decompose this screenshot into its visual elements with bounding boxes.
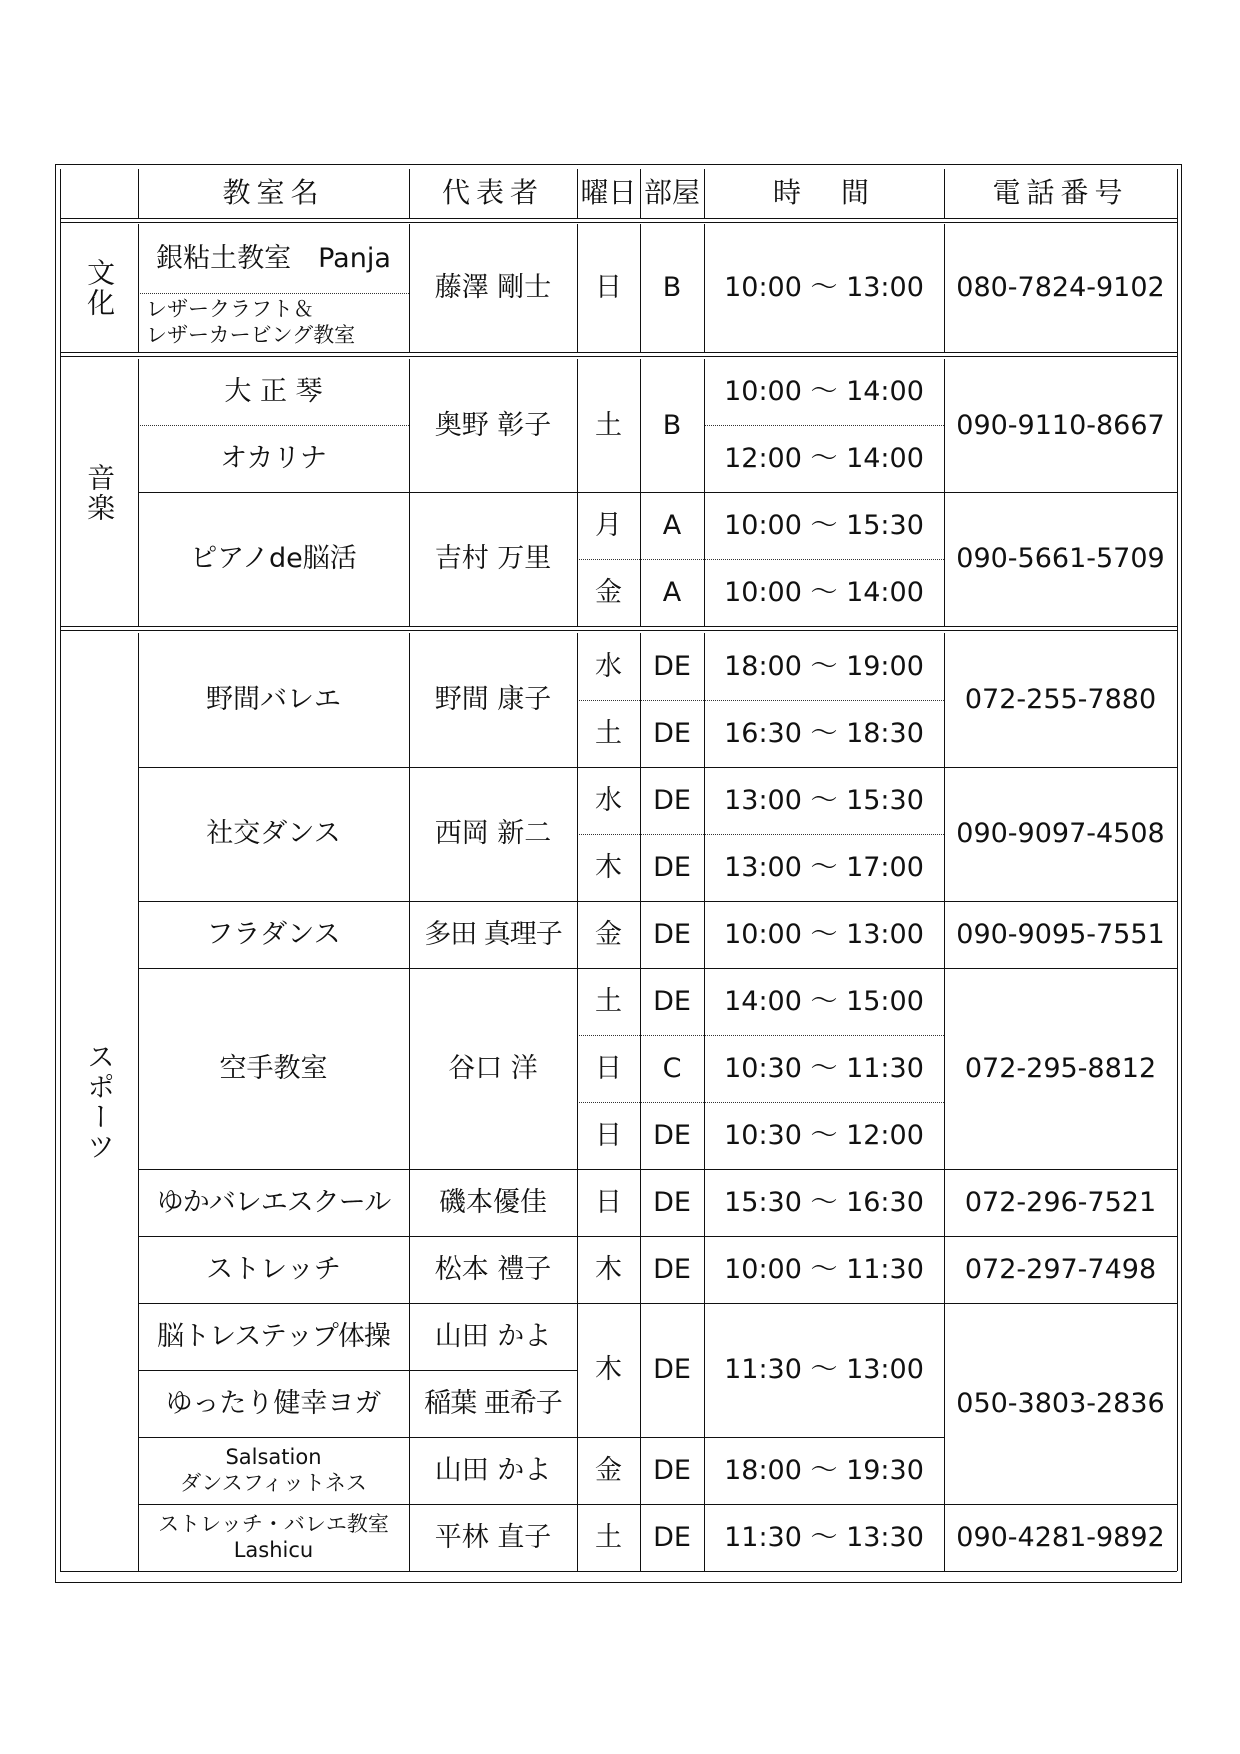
rule-line — [704, 425, 944, 426]
rule-line — [138, 901, 1177, 902]
rule-line — [138, 968, 1177, 969]
room: DE — [653, 1521, 691, 1553]
rule-line — [138, 1504, 1177, 1505]
representative: 谷口 洋 — [448, 1052, 538, 1084]
representative: 奥野 彰子 — [434, 409, 552, 441]
class-name: ピアノde脳活 — [190, 543, 357, 575]
header-time: 時 間 — [772, 176, 875, 210]
header-day: 曜日 — [580, 176, 637, 210]
column-divider — [409, 633, 410, 1571]
time: 11:30 ～ 13:00 — [724, 1354, 924, 1386]
column-divider — [409, 224, 410, 352]
representative: 西岡 新二 — [434, 818, 552, 850]
column-divider — [577, 633, 578, 1571]
column-divider — [640, 633, 641, 1571]
column-divider — [577, 224, 578, 352]
day: 日 — [595, 272, 622, 304]
header-phone: 電話番号 — [992, 176, 1129, 210]
room: B — [662, 272, 682, 304]
time: 10:00 ～ 13:00 — [724, 272, 924, 304]
header-class-name: 教室名 — [222, 176, 325, 210]
room: DE — [653, 985, 691, 1017]
time: 15:30 ～ 16:30 — [724, 1186, 924, 1218]
header-room: 部屋 — [643, 176, 700, 210]
day: 金 — [595, 918, 622, 950]
day: 土 — [595, 717, 622, 749]
time: 10:00 ～ 14:00 — [724, 376, 924, 408]
schedule-table — [55, 164, 1182, 1583]
column-divider — [640, 224, 641, 352]
representative: 磯本優佳 — [439, 1186, 547, 1218]
room: DE — [653, 1454, 691, 1486]
phone: 072-296-7521 — [964, 1186, 1157, 1218]
time: 13:00 ～ 17:00 — [724, 851, 924, 883]
room: B — [662, 409, 682, 441]
phone: 090-4281-9892 — [956, 1521, 1165, 1553]
day: 日 — [595, 1186, 622, 1218]
time: 10:30 ～ 12:00 — [724, 1119, 924, 1151]
phone: 090-9110-8667 — [956, 409, 1165, 441]
day: 金 — [595, 1454, 622, 1486]
rule-line — [138, 1370, 577, 1371]
time: 18:00 ～ 19:00 — [724, 650, 924, 682]
room: A — [662, 576, 682, 608]
room: DE — [653, 1253, 691, 1285]
representative: 多田 真理子 — [424, 918, 562, 950]
column-divider — [138, 224, 139, 352]
rule-line — [577, 559, 944, 560]
column-divider — [577, 359, 578, 626]
room: C — [662, 1052, 682, 1084]
room: DE — [653, 1186, 691, 1218]
representative: 稲葉 亜希子 — [424, 1387, 562, 1419]
category-culture: 文化 — [83, 258, 117, 318]
column-divider — [944, 359, 945, 626]
rule-line — [138, 425, 409, 426]
representative: 平林 直子 — [434, 1521, 552, 1553]
room: DE — [653, 717, 691, 749]
room: DE — [653, 851, 691, 883]
representative: 山田 かよ — [434, 1320, 552, 1352]
room: DE — [653, 1354, 691, 1386]
time: 13:00 ～ 15:30 — [724, 784, 924, 816]
day: 水 — [595, 650, 622, 682]
time: 16:30 ～ 18:30 — [724, 717, 924, 749]
category-sports: スポーツ — [83, 1042, 117, 1162]
day: 日 — [595, 1052, 622, 1084]
room: DE — [653, 1119, 691, 1151]
representative: 藤澤 剛士 — [434, 272, 552, 304]
rule-line — [138, 767, 1177, 768]
time: 14:00 ～ 15:00 — [724, 985, 924, 1017]
phone: 090-5661-5709 — [956, 543, 1165, 575]
day: 水 — [595, 784, 622, 816]
rule-line — [138, 293, 409, 294]
class-name: フラダンス — [206, 918, 341, 950]
column-divider — [138, 169, 139, 218]
rule-line — [138, 1236, 1177, 1237]
class-name: 大 正 琴 — [224, 376, 323, 408]
phone: 080-7824-9102 — [956, 272, 1165, 304]
time: 18:00 ～ 19:30 — [724, 1454, 924, 1486]
column-divider — [577, 169, 578, 218]
representative: 松本 禮子 — [434, 1253, 552, 1285]
rule-line — [60, 352, 1177, 353]
class-name: ゆったり健幸ヨガ — [165, 1387, 382, 1419]
time: 10:00 ～ 15:30 — [724, 509, 924, 541]
column-divider — [138, 633, 139, 1571]
rule-line — [60, 626, 1177, 627]
column-divider — [409, 359, 410, 626]
header-blank — [60, 169, 138, 218]
representative: 野間 康子 — [434, 684, 552, 716]
rule-line — [577, 1035, 944, 1036]
column-divider — [704, 224, 705, 352]
time: 10:00 ～ 13:00 — [724, 918, 924, 950]
header-representative: 代表者 — [441, 176, 544, 210]
class-name: 社交ダンス — [206, 818, 341, 850]
class-name: ストレッチ・バレエ教室 Lashicu — [158, 1512, 389, 1562]
column-divider — [944, 169, 945, 218]
column-divider — [640, 169, 641, 218]
time: 10:30 ～ 11:30 — [724, 1052, 924, 1084]
representative: 吉村 万里 — [434, 543, 552, 575]
category-music: 音楽 — [83, 462, 117, 523]
phone: 072-255-7880 — [964, 684, 1157, 716]
class-name: 脳トレステップ体操 — [157, 1320, 390, 1352]
rule-line — [138, 1437, 944, 1438]
day: 月 — [595, 509, 622, 541]
column-divider — [1177, 169, 1178, 1571]
rule-line — [60, 218, 1177, 219]
representative: 山田 かよ — [434, 1454, 552, 1486]
day: 木 — [595, 1253, 622, 1285]
room: DE — [653, 918, 691, 950]
day: 木 — [595, 851, 622, 883]
column-divider — [60, 169, 61, 1571]
column-divider — [640, 359, 641, 626]
rule-line — [577, 700, 944, 701]
column-divider — [704, 633, 705, 1571]
column-divider — [704, 359, 705, 626]
column-divider — [944, 633, 945, 1571]
column-divider — [944, 224, 945, 352]
rule-line — [138, 1169, 1177, 1170]
class-name: Salsation ダンスフィットネス — [180, 1445, 367, 1495]
day: 土 — [595, 985, 622, 1017]
time: 11:30 ～ 13:30 — [724, 1521, 924, 1553]
class-name: オカリナ — [220, 442, 327, 474]
room: DE — [653, 784, 691, 816]
column-divider — [409, 169, 410, 218]
phone: 090-9097-4508 — [956, 818, 1165, 850]
room: DE — [653, 650, 691, 682]
class-name: ストレッチ — [206, 1253, 341, 1285]
rule-line — [577, 1102, 944, 1103]
class-name: 空手教室 — [219, 1052, 328, 1084]
column-divider — [138, 359, 139, 626]
day: 土 — [595, 409, 622, 441]
room: A — [662, 509, 682, 541]
day: 金 — [595, 576, 622, 608]
rule-line — [60, 1571, 1177, 1572]
phone: 072-297-7498 — [964, 1253, 1157, 1285]
class-name: ゆかバレエスクール — [156, 1186, 391, 1218]
day: 土 — [595, 1521, 622, 1553]
class-name: 野間バレエ — [206, 684, 341, 716]
time: 10:00 ～ 14:00 — [724, 576, 924, 608]
day: 木 — [595, 1354, 622, 1386]
day: 日 — [595, 1119, 622, 1151]
time: 12:00 ～ 14:00 — [724, 442, 924, 474]
rule-line — [577, 834, 944, 835]
rule-line — [138, 492, 1177, 493]
phone: 072-295-8812 — [964, 1052, 1157, 1084]
class-name: 銀粘土教室 Panja — [156, 242, 391, 274]
column-divider — [704, 169, 705, 218]
time: 10:00 ～ 11:30 — [724, 1253, 924, 1285]
phone: 050-3803-2836 — [956, 1387, 1165, 1419]
rule-line — [138, 1303, 1177, 1304]
class-name: レザークラフト＆ レザーカービング教室 — [146, 297, 356, 347]
phone: 090-9095-7551 — [956, 918, 1165, 950]
